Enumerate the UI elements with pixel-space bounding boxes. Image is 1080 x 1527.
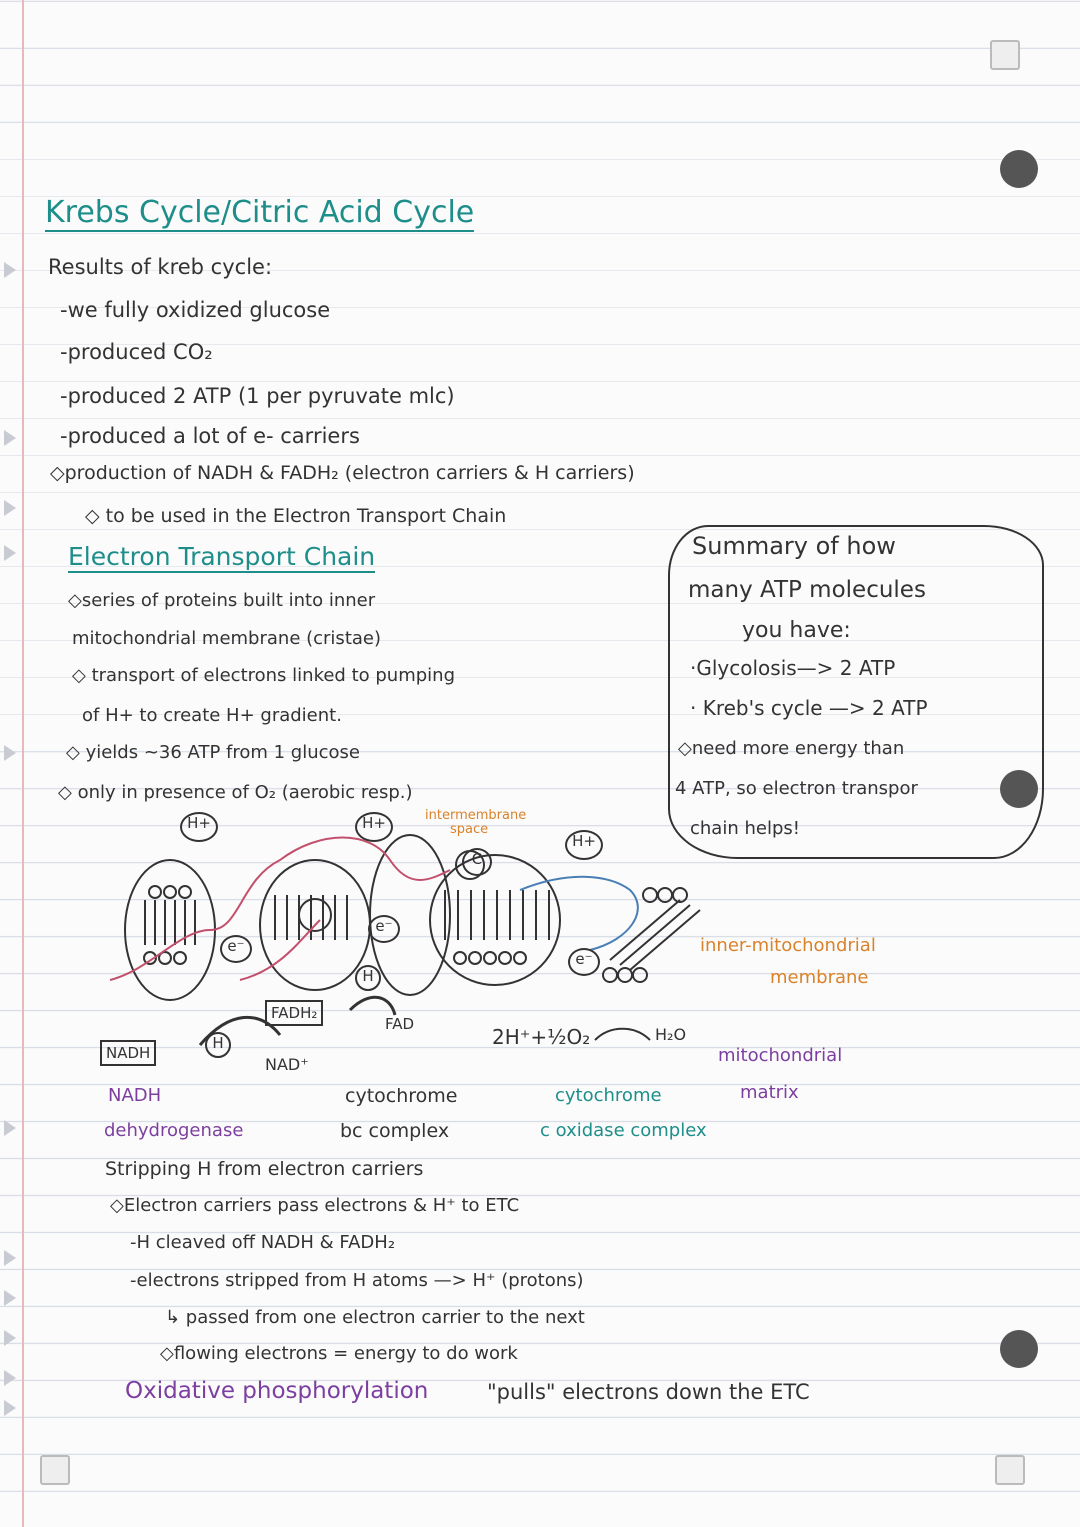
summary-note: ◇need more energy than [678,738,905,759]
h-circle: H [205,1032,231,1058]
krebs-results-heading: Results of kreb cycle: [48,255,273,279]
stripping-line: -electrons stripped from H atoms —> H⁺ (protons) [130,1270,584,1291]
nad-plus-label: NAD⁺ [265,1055,309,1074]
margin-marker [4,430,16,446]
h-circle: H [355,965,381,991]
oxidative-phosphorylation-text: "pulls" electrons down the ETC [487,1380,810,1404]
matrix-label: mitochondrial [718,1045,843,1066]
krebs-result-item: -produced a lot of e- carriers [60,424,360,448]
summary-line: you have: [742,618,851,643]
margin-line [22,0,24,1527]
krebs-result-item: -produced 2 ATP (1 per pyruvate mlc) [60,384,455,408]
intermembrane-label: space [450,822,489,837]
krebs-result-item: ◇production of NADH & FADH₂ (electron carriers & H carriers) [50,462,635,484]
margin-marker [4,1250,16,1266]
krebs-result-item: -produced CO₂ [60,340,213,364]
margin-marker [4,1290,16,1306]
h-plus-circle: H+ [565,830,603,860]
complex-label: cytochrome [555,1085,662,1106]
corner-stamp-icon [990,40,1020,70]
summary-item: · Kreb's cycle —> 2 ATP [690,696,928,720]
binder-hole [1000,1330,1038,1368]
stripping-line: -H cleaved off NADH & FADH₂ [130,1232,396,1253]
oxygen-reaction: 2H⁺+½O₂ [492,1025,591,1049]
etc-line: ◇ transport of electrons linked to pumping [72,665,455,686]
margin-marker [4,1330,16,1346]
complex-label: bc complex [340,1120,450,1142]
etc-line: mitochondrial membrane (cristae) [72,628,381,649]
etc-line: ◇series of proteins built into inner [68,590,376,611]
summary-note: chain helps! [690,818,800,839]
complex-label: dehydrogenase [104,1120,244,1141]
margin-marker [4,745,16,761]
page-title: Krebs Cycle/Citric Acid Cycle [45,195,475,230]
complex-label: cytochrome [345,1085,458,1107]
margin-marker [4,1370,16,1386]
complex-label: NADH [108,1085,162,1106]
binder-hole [1000,150,1038,188]
inner-membrane-label: inner-mitochondrial [700,935,876,956]
stripping-line: ◇Electron carriers pass electrons & H⁺ to ETC [110,1195,520,1216]
intermembrane-label: intermembrane [425,808,527,823]
summary-note: 4 ATP, so electron transpor [675,778,918,799]
electron-circle: e⁻ [568,948,600,976]
matrix-label: matrix [740,1082,799,1103]
stripping-line: ↳ passed from one electron carrier to the next [165,1307,585,1328]
margin-marker [4,500,16,516]
h-plus-circle: H+ [355,812,393,842]
electron-circle: e⁻ [220,935,252,963]
oxidative-phosphorylation-label: Oxidative phosphorylation [125,1378,429,1404]
fad-label: FAD [385,1015,415,1033]
stripping-heading: Stripping H from electron carriers [105,1158,424,1180]
summary-item: ·Glycolosis—> 2 ATP [690,656,896,680]
atp-synthase [603,888,700,982]
etc-heading: Electron Transport Chain [68,542,376,571]
corner-stamp-icon [995,1455,1025,1485]
krebs-result-item: ◇ to be used in the Electron Transport Chain [85,505,507,527]
summary-line: many ATP molecules [688,577,926,603]
electron-path [110,838,450,981]
summary-line: Summary of how [692,532,896,560]
electron-circle: e⁻ [368,915,400,943]
etc-line: ◇ yields ~36 ATP from 1 glucose [66,742,360,763]
corner-stamp-icon [40,1455,70,1485]
etc-line: of H+ to create H+ gradient. [82,705,342,726]
h-plus-circle: H+ [180,812,218,842]
complex-label: c oxidase complex [540,1120,707,1141]
inner-membrane-label: membrane [770,967,869,988]
etc-line: ◇ only in presence of O₂ (aerobic resp.) [58,782,413,803]
margin-marker [4,1120,16,1136]
krebs-result-item: -we fully oxidized glucose [60,298,331,322]
cytochrome-c-circle: C [462,848,492,876]
margin-marker [4,262,16,278]
nadh-dehydrogenase-complex [125,860,215,1000]
nadh-box: NADH [100,1040,156,1066]
water-label: H₂O [655,1025,687,1044]
fadh2-arrow [350,997,395,1015]
fadh2-box: FADH₂ [265,1000,323,1026]
electron-path-blue [520,877,638,950]
stripping-line: ◇flowing electrons = energy to do work [160,1343,518,1364]
margin-marker [4,1400,16,1416]
water-arrow [595,1029,650,1040]
margin-marker [4,545,16,561]
